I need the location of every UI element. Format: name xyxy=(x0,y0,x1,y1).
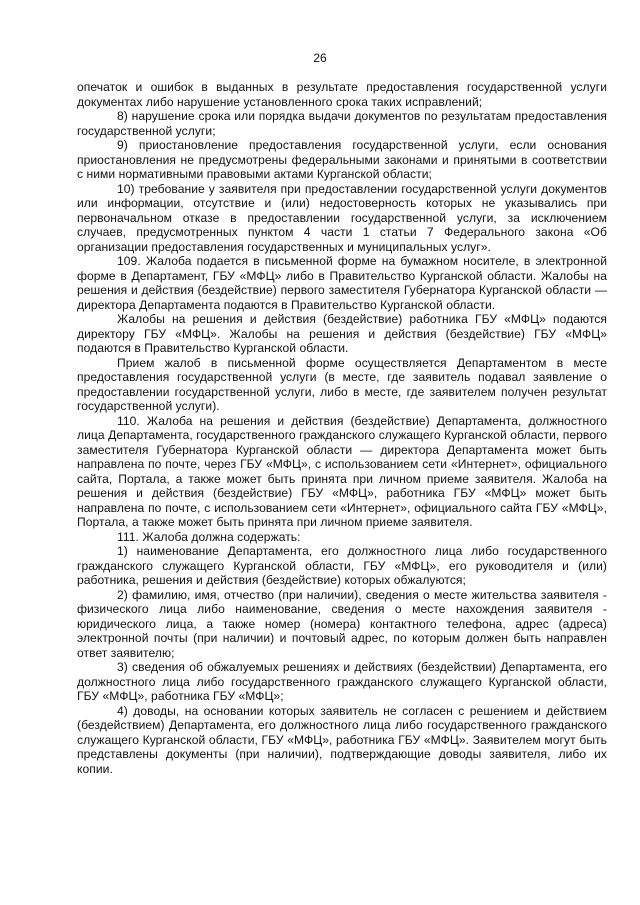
paragraph-content-item-4: 4) доводы, на основании которых заявитель не согласен с решением и действием (бездействием) Департамента, его должностного лица либо государственного гражданского служащего Курганской области, ГБУ «МФЦ», работника ГБУ «МФЦ». Заявителем могут быть представлены документы (при наличии), подтверждающие доводы заявителя, либо их копии. xyxy=(77,703,607,776)
paragraph-item-9: 9) приостановление предоставления государственной услуги, если основания приостановления не предусмотрены федеральными законами и принятыми в соответствии с ними нормативными правовыми актами Курганской области; xyxy=(77,138,607,181)
page-number: 26 xyxy=(313,51,327,65)
document-body xyxy=(77,80,607,776)
paragraph-continuation: опечаток и ошибок в выданных в результате предоставления государственной услуги документах либо нарушение установленного срока таких исправлений; xyxy=(77,80,607,109)
paragraph-item-10: 10) требование у заявителя при предоставлении государственной услуги документов или информации, отсутствие и (или) недостоверность которых не указывались при первоначальном отказе в предоставлении государственной услуги, за исключением случаев, предусмотренных пунктом 4 части 1 статьи 7 Федерального закона «Об организации предоставления государственных и муниципальных услуг». xyxy=(77,181,607,254)
paragraph-content-item-1: 1) наименование Департамента, его должностного лица либо государственного гражданского служащего Курганской области, ГБУ «МФЦ», его руководителя и (или) работника, решения и действия (бездействие) которых обжалуются; xyxy=(77,544,607,587)
paragraph-clause-110: 110. Жалоба на решения и действия (бездействие) Департамента, должностного лица Департамента, государственного гражданского служащего Курганской области, первого заместителя Губернатора Курганской области — директора Департамента может быть направлена по почте, через ГБУ «МФЦ», с использованием сети «Интернет», официального сайта, Портала, а также может быть принята при личном приеме заявителя. Жалоба на решения и действия (бездействие) ГБУ «МФЦ», работника ГБУ «МФЦ» может быть направлена по почте, с использованием сети «Интернет», официального сайта ГБУ «МФЦ», Портала, а также может быть принята при личном приеме заявителя. xyxy=(77,413,607,529)
paragraph-content-item-3: 3) сведения об обжалуемых решениях и действиях (бездействии) Департамента, его должностного лица либо государственного гражданского служащего Курганской области, ГБУ «МФЦ», работника ГБУ «МФЦ»; xyxy=(77,660,607,703)
paragraph-item-8: 8) нарушение срока или порядка выдачи документов по результатам предоставления государственной услуги; xyxy=(77,109,607,138)
paragraph-complaints-mfc: Жалобы на решения и действия (бездействие) работника ГБУ «МФЦ» подаются директору ГБУ «МФЦ». Жалобы на решения и действия (бездействие) ГБУ «МФЦ» подаются в Правительство Курганской области. xyxy=(77,312,607,355)
paragraph-written-complaints: Прием жалоб в письменной форме осуществляется Департаментом в месте предоставления государственной услуги (в месте, где заявитель подавал заявление о предоставлении государственной услуги, либо в месте, где заявителем получен результат государственной услуги). xyxy=(77,355,607,413)
paragraph-clause-109: 109. Жалоба подается в письменной форме на бумажном носителе, в электронной форме в Департамент, ГБУ «МФЦ» либо в Правительство Курганской области. Жалобы на решения и действия (бездействие) первого заместителя Губернатора Курганской области — директора Департамента подаются в Правительство Курганской области. xyxy=(77,254,607,312)
paragraph-content-item-2: 2) фамилию, имя, отчество (при наличии), сведения о месте жительства заявителя - физического лица либо наименование, сведения о месте нахождения заявителя - юридического лица, а также номер (номера) контактного телефона, адрес (адреса) электронной почты (при наличии) и почтовый адрес, по которым должен быть направлен ответ заявителю; xyxy=(77,587,607,660)
paragraph-clause-111: 111. Жалоба должна содержать: xyxy=(117,529,301,544)
